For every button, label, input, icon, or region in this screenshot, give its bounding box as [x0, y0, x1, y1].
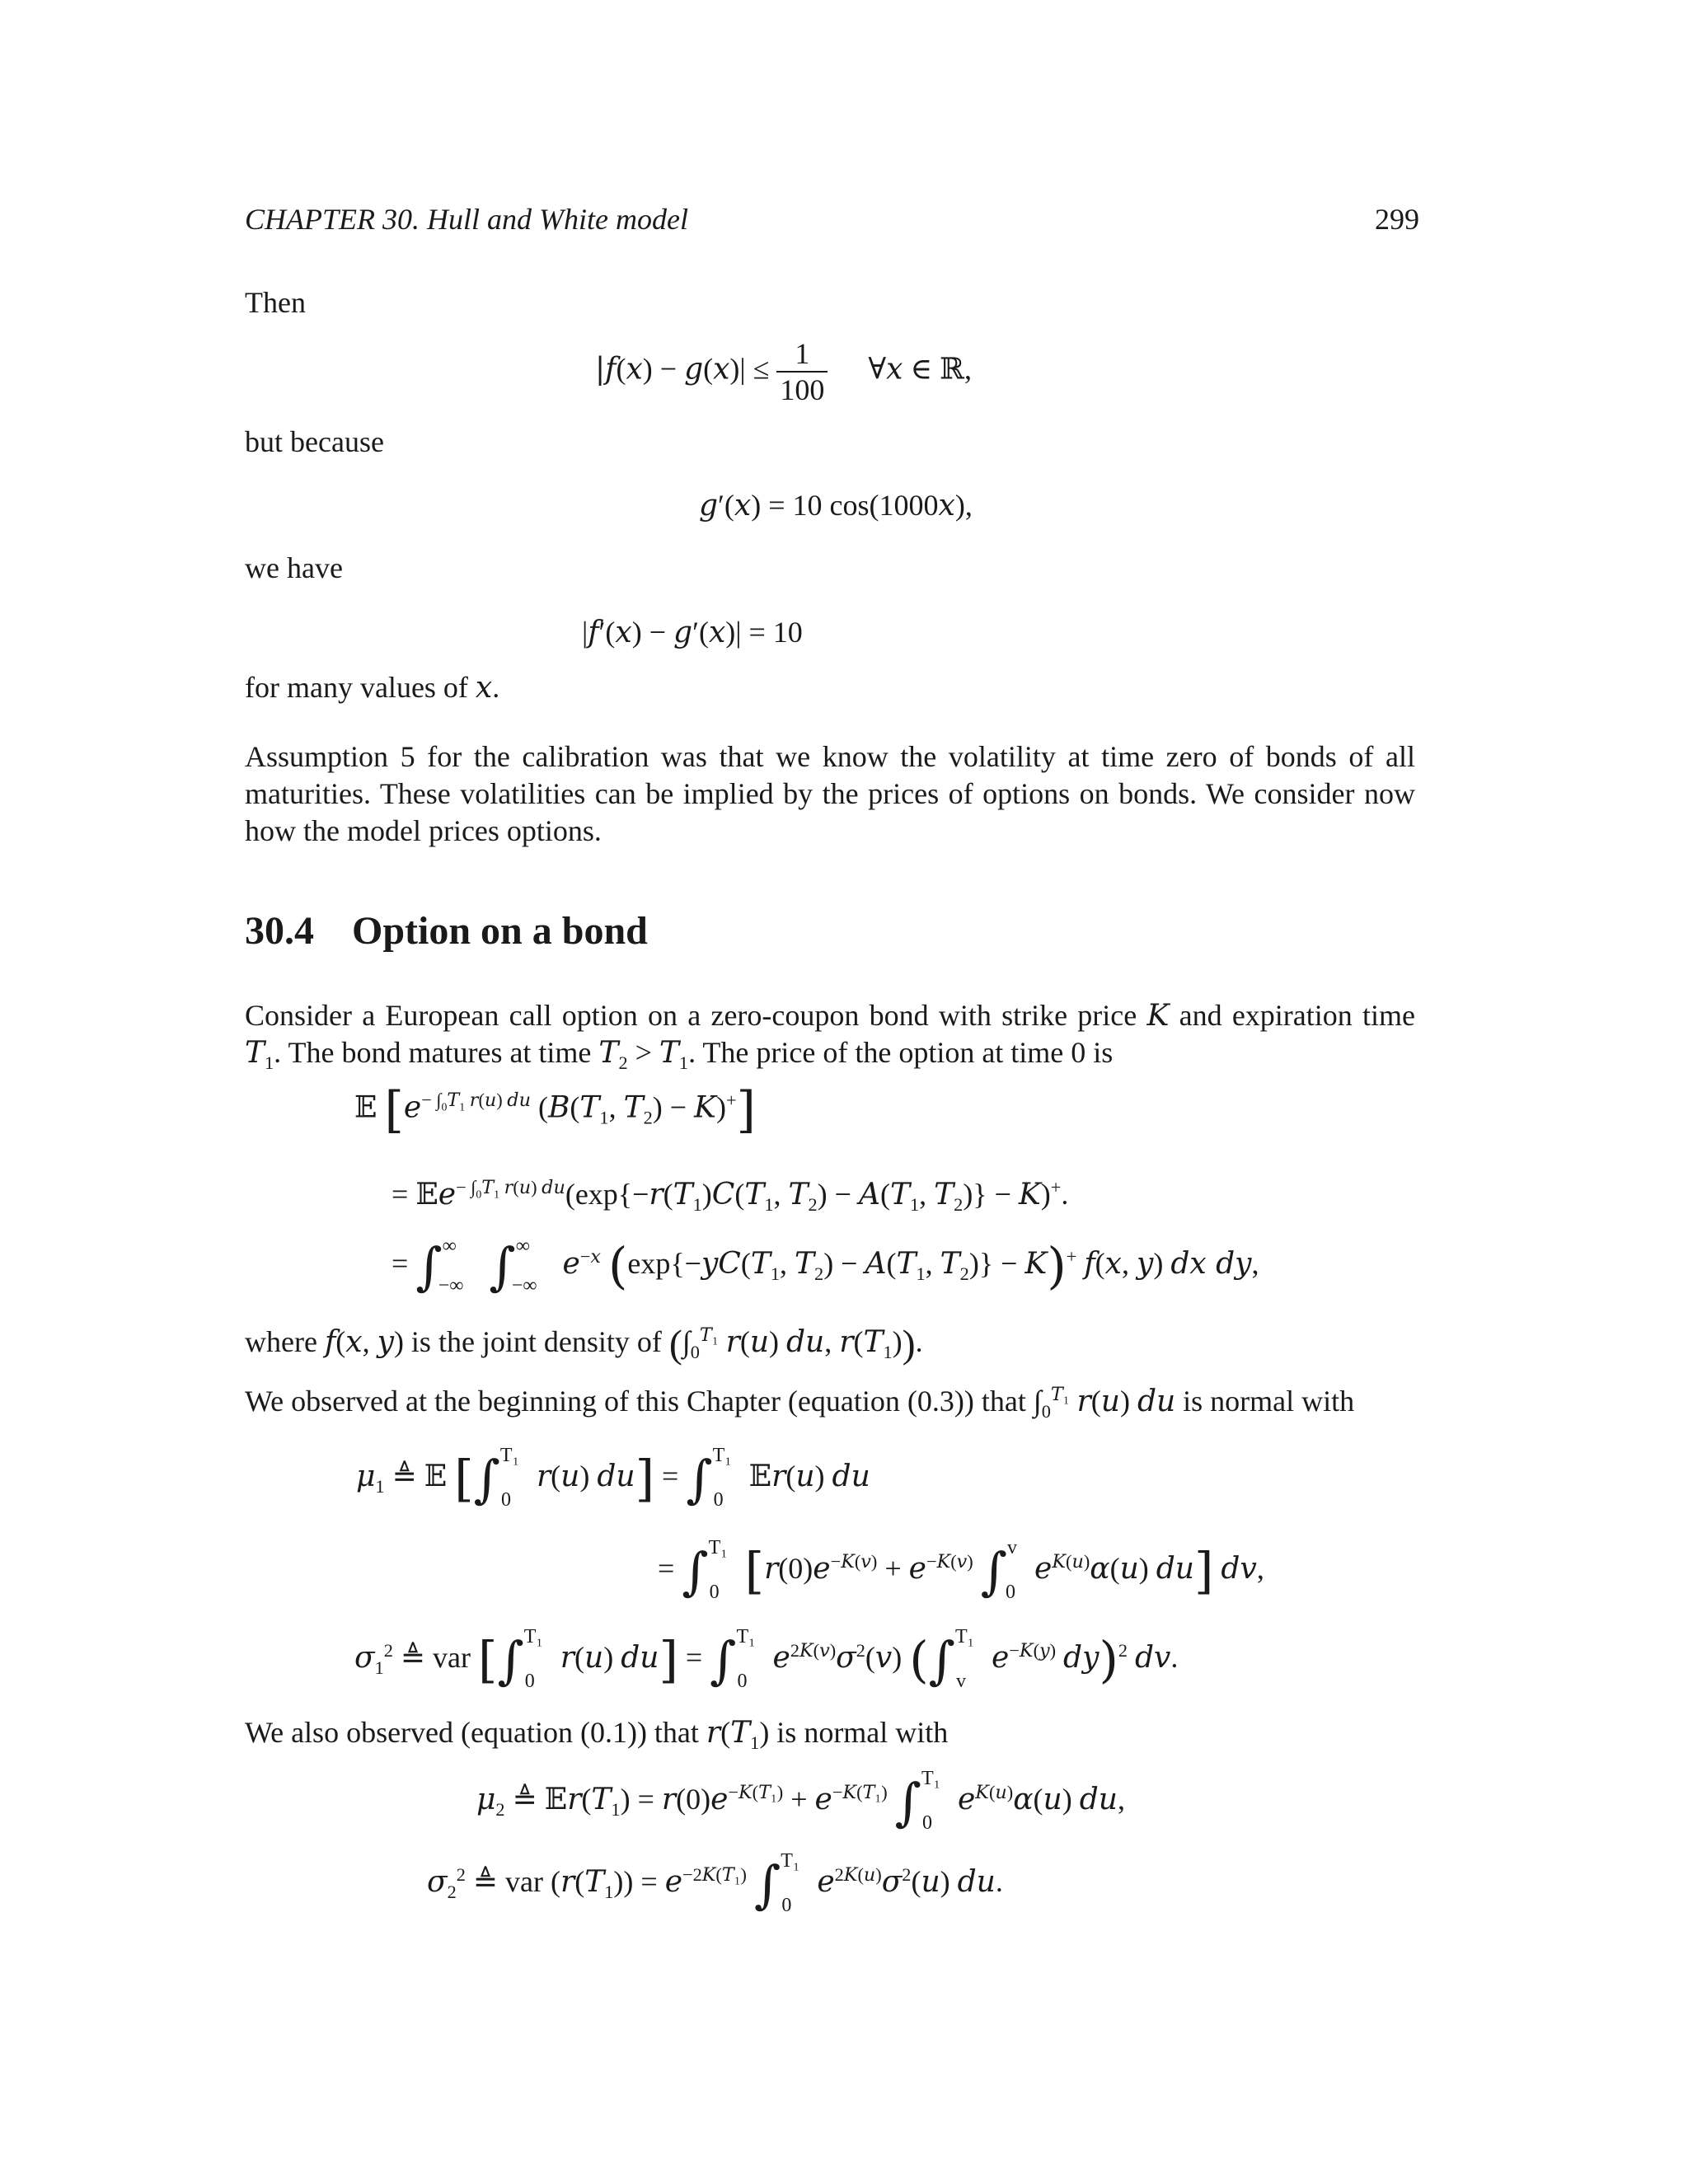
equation-f-minus-g-bound: |f(x) − g(x)| ≤ $\frac{1}{100}$ ∀x ∈ ℝ,	[595, 337, 972, 406]
text-observed-normal: We observed at the beginning of this Chapter (equation (0.3)) that $\int_0^{T_1}$ r(u) du is normal with	[245, 1384, 1355, 1422]
section-number: 30.4	[245, 909, 314, 953]
text-but-because: but because	[245, 425, 384, 458]
equation-mu2: $\mu_2$ ≜ $𝔼r(T_1) = r(0)e^{-K(T_1)} + e^{-K(T_1)}$ ∫$^{T_1}_0$ $e^{K(u)}\alpha(u)$ du,	[476, 1767, 1125, 1834]
text-we-have: we have	[245, 551, 343, 584]
section-heading	[245, 908, 648, 954]
equation-option-price-line2: = $𝔼e^{- \int_0T_1 r(u) du}(\exp\{-r(T_1)C(T_1$, $T_2) - A(T_1$, $T_2)\} - K)^+$.	[392, 1177, 1069, 1216]
text-also-observed: We also observed (equation (0.1)) that $r(T_1)$ is normal with	[245, 1716, 949, 1754]
equation-sigma2: $\sigma_2^2$ ≜ var $(r(T_1)) = e^{-2K(T_1)}$ ∫$^{T_1}_0$ $e^{2K(u)}\sigma^2(u)$ du.	[427, 1849, 1003, 1916]
text-for-many-values: for many values of x.	[245, 671, 500, 705]
equation-mu1-line2: = ∫$^{T_1}_0$ [$r(0)e^{-K(v)} + e^{-K(v)}$ ∫$^v_0$ $e^{K(u)}\alpha(u)$ du] dv,	[658, 1536, 1264, 1603]
running-title: CHAPTER 30. Hull and White model	[245, 203, 688, 236]
section-title: Option on a bond	[352, 909, 648, 953]
text-then: Then	[245, 286, 306, 319]
equation-mu1-line1: $\mu_1$ ≜ 𝔼 [∫$^{T_1}_0$ r(u) du] = ∫$^{T_1}_0$ 𝔼r(u) du	[356, 1444, 870, 1511]
equation-sigma1: $\sigma_1^2$ ≜ var [∫$^{T_1}_0$ r(u) du] = ∫$^{T_1}_0$ $e^{2K(v)}\sigma^2(v)$ (∫$^{T_1}_v$ $e^{-K(y)}$ dy)$^2$ dv.	[354, 1625, 1179, 1692]
equation-g-prime: g′(x) = 10 cos(1000x),	[699, 489, 973, 523]
page-number: 299	[1375, 203, 1419, 236]
text-joint-density: where f(x, y) is the joint density of ($\int_0^{T_1}$ r(u) du, $r(T_1)$).	[245, 1322, 923, 1366]
equation-option-price-line3: = $\int^\infty_{-\infty}$ $\int^\infty_{-\infty}$ $e^{-x}$ ($\exp\{-yC(T_1$, $T_2) - A(T_1$, $T_2)\} - K)^+$ f(x, y) dx dy,	[392, 1235, 1259, 1296]
paragraph-assumption: Assumption 5 for the calibration was that we know the volatility at time zero of bonds of all maturities. These volatilities can be implied by the prices of options on bonds. We consider now how the model prices options.	[245, 740, 1415, 847]
equation-option-price-line1: 𝔼 [$e^{- \int_0T_1 r(u) du}$ ($B(T_1$, $T_2) - K)^+$]	[354, 1081, 756, 1139]
equation-derivative-difference: |f′(x) − g′(x)| = 10	[582, 616, 803, 649]
paragraph-consider: Consider a European call option on a zero-coupon bond with strike price K and expiration time $T_1$. The bond matures at time $T_2 > T_1$. The price of the option at time 0 is	[245, 999, 1415, 1074]
